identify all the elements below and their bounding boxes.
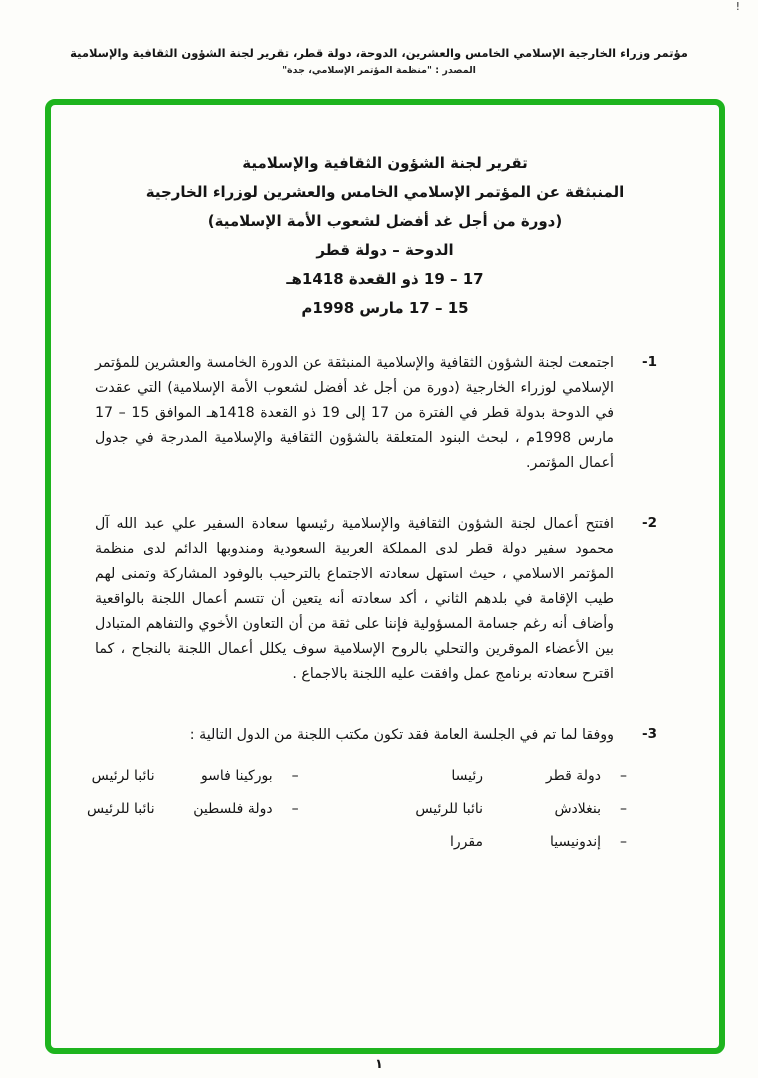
member-role: رئيسا [451,768,483,784]
paragraph-3-text: ووفقا لما تم في الجلسة العامة فقد تكون مكتب اللجنة من الدول التالية : [189,727,614,743]
title-line-3: (دورة من أجل غد أفضل لشعوب الأمة الإسلامية) [207,212,563,230]
paragraph-1-number: -1 [642,354,657,370]
corner-mark: ! [735,0,744,13]
member-role: نائبا للرئيس [87,801,155,817]
header-title: مؤتمر وزراء الخارجية الإسلامي الخامس والعشرين، الدوحة، دولة قطر، تقرير لجنة الشؤون الثقافية والإسلامية [70,46,688,60]
title-block [51,105,719,323]
dash-icon: – [291,768,299,784]
committee-row [87,768,299,784]
paragraph-2 [95,512,657,687]
dash-icon: – [620,801,627,817]
paragraph-2-number: -2 [642,515,657,531]
dash-icon: – [620,768,627,784]
title-line-4: الدوحة – دولة قطر [316,241,454,259]
committee-row [87,801,299,817]
document-body [51,351,719,748]
paragraph-2-text: افتتح أعمال لجنة الشؤون الثقافية والإسلامية رئيسها سعادة السفير علي عبد الله آل محمود سفير دولة قطر لدى المملكة العربية السعودية ومندوبها الدائم لدى منظمة المؤتمر الاسلامي ، حيث استهل سعادته الاجتماع بالترحيب بالوفود المشاركة وتمنى لهم طيب الإقامة في بلدهم الثاني ، أكد سعادته أنه يتعين أن تتسم أعمال اللجنة بالواقعية وأضاف أنه رغم جسامة المسؤولية فإننا على ثقة من أن التعاون الأخوي والتفاهم المتبادل بين الأعضاء الموقرين والتحلي بالروح الإسلامية سوف يكلل أعمال اللجنة بالنجاح ، كما اقترح سعادته برنامج عمل وافقت عليه اللجنة بالاجماع . [95,516,614,682]
committee-row [415,801,627,817]
country-name: بنغلادش [554,801,601,817]
document-frame [45,99,725,1054]
title-line-2: المنبثقة عن المؤتمر الإسلامي الخامس والعشرين لوزراء الخارجية [145,183,625,201]
member-role: نائبا لرئيس [91,768,155,784]
title-line-6: 15 – 17 مارس 1998م [301,299,469,317]
country-name: دولة قطر [545,768,601,784]
paragraph-3 [95,723,657,748]
committee-column-left [87,768,299,867]
paragraph-3-number: -3 [642,726,657,742]
committee-row [415,768,627,784]
paragraph-1-text: اجتمعت لجنة الشؤون الثقافية والإسلامية المنبثقة عن الدورة الخامسة والعشرين للمؤتمر الإسلامي لوزراء الخارجية (دورة من أجل غد أفضل لشعوب الأمة الإسلامية) التي عقدت في الدوحة بدولة قطر في الفترة من 17 إلى 19 ذو القعدة 1418هـ الموافق 15 – 17 مارس 1998م ، لبحث البنود المتعلقة بالشؤون الثقافية والإسلامية المدرجة في جدول أعمال المؤتمر. [95,355,615,471]
member-role: مقررا [450,834,483,850]
country-name: دولة فلسطين [193,801,273,817]
committee-table [51,762,719,867]
member-role: نائبا للرئيس [415,801,483,817]
country-name: إندونيسيا [550,834,601,850]
page-number: ١ [375,1057,383,1072]
page-header [0,46,758,76]
committee-row [415,834,627,850]
title-line-5: 17 – 19 ذو القعدة 1418هـ [286,270,484,288]
paragraph-1 [95,351,657,476]
country-name: بوركينا فاسو [200,768,273,784]
dash-icon: – [291,801,299,817]
title-line-1: تقرير لجنة الشؤون الثقافية والإسلامية [242,154,528,172]
dash-icon: – [620,834,627,850]
header-source: المصدر : "منظمة المؤتمر الإسلامي، جدة" [282,65,476,76]
committee-column-right [415,768,627,867]
